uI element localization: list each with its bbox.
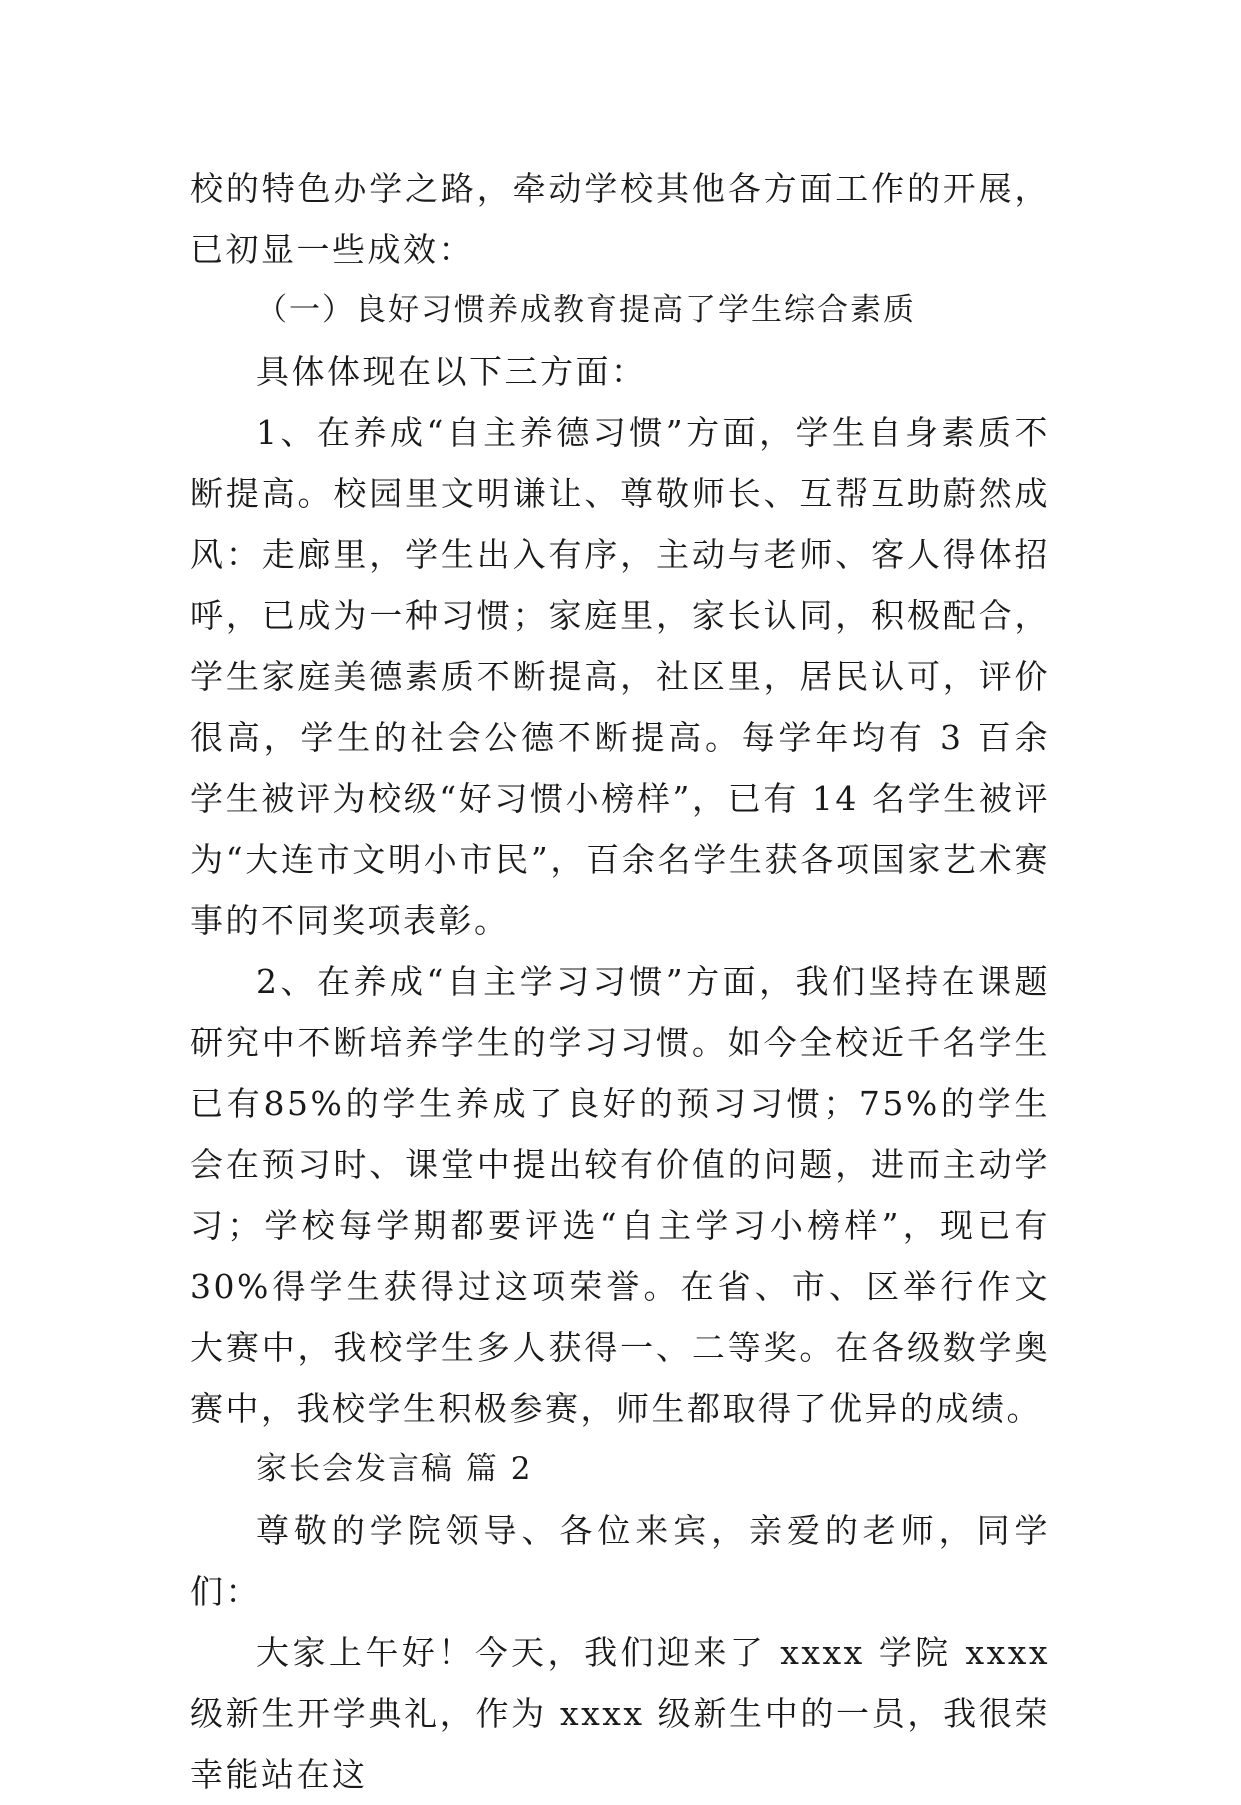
paragraph-point-2: 2、在养成“自主学习习惯”方面，我们坚持在课题研究中不断培养学生的学习习惯。如今全校近千名学生已有85%的学生养成了良好的预习习惯；75%的学生会在预习时、课堂中提出较有价值的问题，进而主动学习；学校每学期都要评选“自主学习小榜样”，现已有 30%得学生获得过这项荣誉。在省、市、区举行作文大赛中，我校学生多人获得一、二等奖。在各级数学奥赛中，我校学生积极参赛，师生都取得了优异的成绩。 — [190, 962, 1050, 1428]
document-body — [190, 158, 1050, 1805]
section-heading: （一）良好习惯养成教育提高了学生综合素质 — [256, 292, 916, 328]
paragraph-point-1: 1、在养成“自主养德习惯”方面，学生自身素质不断提高。校园里文明谦让、尊敬师长、互帮互助蔚然成风：走廊里，学生出入有序，主动与老师、客人得体招呼，已成为一种习惯；家庭里，家长认同，积极配合，学生家庭美德素质不断提高，社区里，居民认可，评价很高，学生的社会公德不断提高。每学年均有 3 百余学生被评为校级“好习惯小榜样”，已有 14 名学生被评为“大连市文明小市民”，百余名学生获各项国家艺术赛事的不同奖项表彰。 — [190, 413, 1050, 940]
speech-title: 家长会发言稿 篇 2 — [256, 1451, 533, 1487]
paragraph-greeting: 大家上午好！今天，我们迎来了 xxxx 学院 xxxx 级新生开学典礼，作为 xxxx 级新生中的一员，我很荣幸能站在这 — [190, 1633, 1050, 1794]
paragraph-salutation: 尊敬的学院领导、各位来宾，亲爱的老师，同学们： — [190, 1511, 1050, 1611]
paragraph-intro: 校的特色办学之路，牵动学校其他各方面工作的开展，已初显一些成效： — [190, 169, 1050, 269]
paragraph-aspects: 具体体现在以下三方面： — [256, 352, 647, 391]
